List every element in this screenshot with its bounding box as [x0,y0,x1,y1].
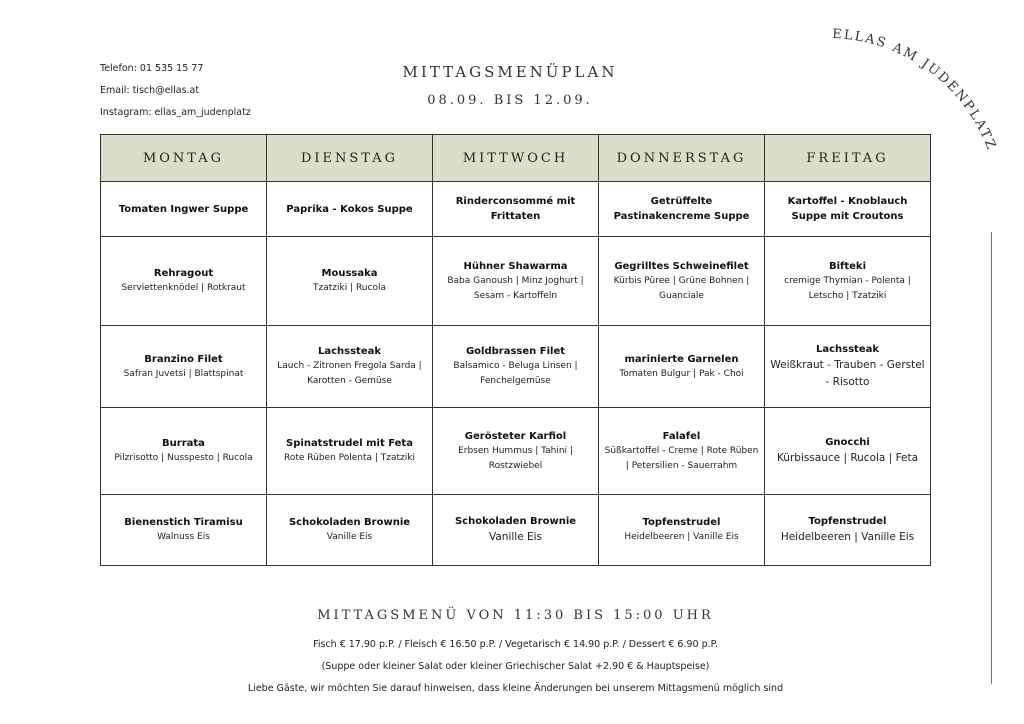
dish-sides: Heidelbeeren | Vanille Eis [624,532,739,542]
menu-row-fish [101,326,931,408]
dish-name: Goldbrassen Filet [465,346,566,357]
menu-cell [267,408,433,495]
dish-sides: Balsamico - Beluga Linsen | Fenchelgemüse [453,361,578,386]
menu-cell [765,408,931,495]
dish-name: Hühner Shawarma [463,260,568,272]
dish-sides: Serviettenknödel | Rotkraut [121,283,246,293]
menu-cell [267,182,433,237]
change-notice: Liebe Gäste, wir möchten Sie darauf hinweisen, dass kleine Änderungen bei unserem Mittagsmenü möglich sind [247,683,784,694]
dish-name: Bienenstich Tiramisu [124,517,243,528]
dish-name: Paprika - Kokos Suppe [286,203,413,215]
dish-name: Topfenstrudel [808,516,887,527]
dish-sides: Baba Ganoush | Minz Joghurt | Sesam - Kartoffeln [447,275,584,301]
day-header-row [101,135,931,182]
page-header [330,63,690,108]
dish-name: Lachssteak [317,346,382,357]
dish-name: Falafel [662,430,701,442]
brand-name: ELLAS AM JUDENPLATZ [831,26,999,153]
menu-cell [433,326,599,408]
dish-sides: Tomaten Bulgur | Pak - Choi [619,368,744,379]
dish-sides: Kürbis Püree | Grüne Bohnen | Guanciale [613,275,750,301]
price-list: Fisch € 17.90 p.P. / Fleisch € 16.50 p.P. / Vegetarisch € 14.90 p.P. / Dessert € 6.90 p.P. [313,639,718,650]
day-header-friday: FREITAG [765,135,931,182]
dish-name: Rinderconsommé mit Frittaten [455,196,576,222]
addon-note: (Suppe oder kleiner Salat oder kleiner Griechischer Salat +2.90 € & Hauptspeise) [321,661,710,672]
menu-cell [765,326,931,408]
menu-cell [599,326,765,408]
dish-sides: Safran Juvetsi | Blattspinat [123,368,244,379]
dish-sides: Lauch - Zitronen Fregola Sarda | Karotten - Gemüse [277,361,422,386]
contact-instagram[interactable]: Instagram: ellas_am_judenplatz [100,107,251,118]
dish-name: Kartoffel - Knoblauch Suppe mit Croutons [787,196,908,222]
menu-cell [101,237,267,326]
menu-cell [433,495,599,566]
dish-name: Tomaten Ingwer Suppe [118,203,249,215]
dish-name: Gegrilltes Schweinefilet [614,260,749,272]
menu-row-vegetarian [101,408,931,495]
weekly-menu-table [100,134,931,566]
dish-name: Topfenstrudel [642,517,721,528]
menu-row-dessert [101,495,931,566]
dish-name: Gnocchi [825,437,870,448]
menu-row-meat [101,237,931,326]
page-title: MITTAGSMENÜPLAN [402,63,618,81]
dish-sides: Süßkartoffel - Creme | Rote Rüben | Petersilien - Sauerrahm [604,445,759,471]
decorative-divider [991,232,992,684]
dish-sides: Walnuss Eis [157,532,210,542]
menu-cell [765,182,931,237]
dish-sides: Weißkraut - Trauben - Gerstel - Risotto [770,359,925,388]
dish-name: Branzino Filet [144,353,223,365]
dish-sides: Pilzrisotto | Nusspesto | Rucola [114,453,253,463]
menu-cell [101,495,267,566]
menu-cell [101,326,267,408]
dish-sides: Tzatziki | Rucola [313,283,386,293]
menu-cell [765,495,931,566]
dish-name: Lachssteak [815,344,880,355]
lunch-hours: MITTAGSMENÜ VON 11:30 BIS 15:00 UHR [317,608,714,623]
dish-name: Spinatstrudel mit Feta [286,438,413,449]
dish-name: Moussaka [321,268,378,279]
dish-name: Schokoladen Brownie [454,516,577,527]
contact-email[interactable]: Email: tisch@ellas.at [100,85,200,96]
menu-row-soup [101,182,931,237]
dish-sides: Vanille Eis [488,531,543,543]
day-header-tuesday: DIENSTAG [267,135,433,182]
date-range: 08.09. BIS 12.09. [427,93,593,108]
menu-cell [267,237,433,326]
menu-cell [433,182,599,237]
dish-name: Getrüffelte Pastinakencreme Suppe [613,196,750,222]
dish-name: Schokoladen Brownie [288,517,411,528]
dish-name: Gerösteter Karfiol [464,430,567,442]
dish-name: Rehragout [153,268,214,279]
dish-name: Burrata [162,438,205,449]
dish-sides: Erbsen Hummus | Tahini | Rostzwiebel [458,445,573,471]
day-header-wednesday: MITTWOCH [433,135,599,182]
dish-sides: Vanille Eis [326,532,373,542]
dish-name: Bifteki [828,260,867,272]
menu-cell [101,408,267,495]
menu-cell [599,495,765,566]
menu-cell [267,495,433,566]
dish-sides: cremige Thymian - Polenta | Letscho | Tzatziki [784,275,911,301]
menu-cell [599,237,765,326]
menu-cell [267,326,433,408]
menu-cell [101,182,267,237]
dish-sides: Kürbissauce | Rucola | Feta [776,452,919,464]
menu-cell [433,237,599,326]
dish-sides: Rote Rüben Polenta | Tzatziki [283,453,415,463]
menu-cell [433,408,599,495]
day-header-thursday: DONNERSTAG [599,135,765,182]
menu-cell [599,408,765,495]
contact-phone: Telefon: 01 535 15 77 [100,63,204,74]
menu-cell [599,182,765,237]
dish-sides: Heidelbeeren | Vanille Eis [780,531,915,543]
dish-name: marinierte Garnelen [624,353,739,365]
day-header-monday: MONTAG [101,135,267,182]
menu-cell [765,237,931,326]
